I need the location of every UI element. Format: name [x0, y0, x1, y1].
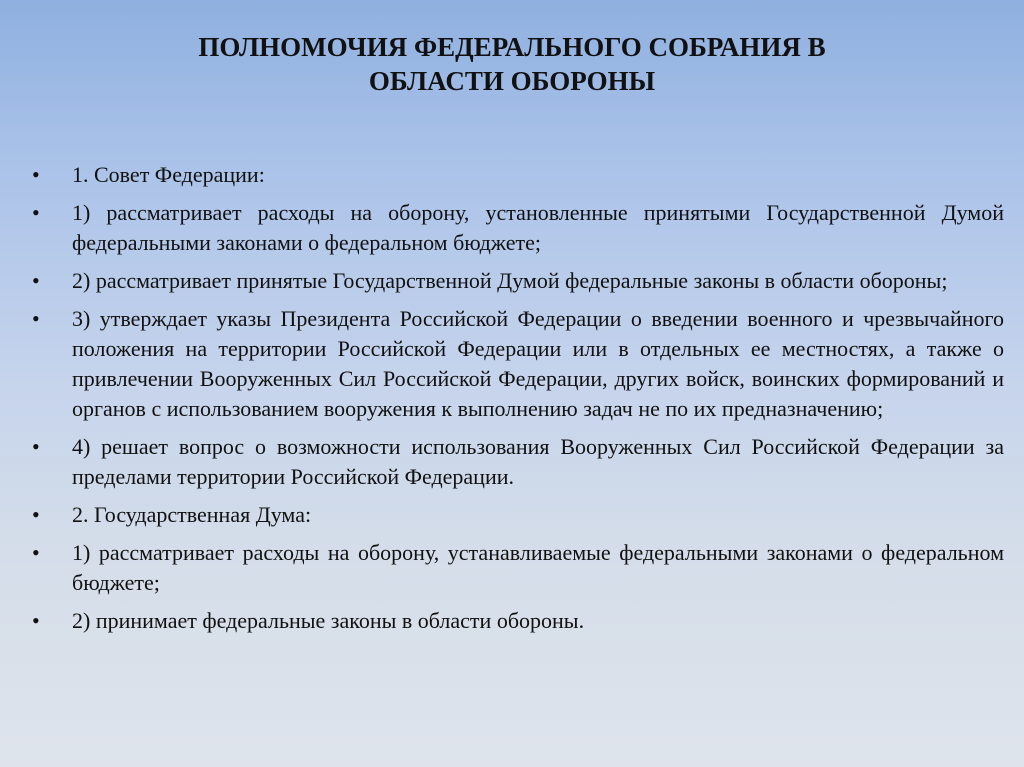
list-item [28, 198, 1004, 258]
list-item-text: 2. Государственная Дума: [72, 502, 312, 527]
bullet-icon: • [32, 200, 40, 225]
bullet-icon: • [32, 540, 40, 565]
bullet-icon: • [32, 502, 40, 527]
bullet-icon: • [32, 268, 40, 293]
list-item-text: 1) рассматривает расходы на оборону, устанавливаемые федеральными законами о федеральном бюджете; [72, 540, 1004, 595]
list-item-text: 1) рассматривает расходы на оборону, установленные принятыми Государственной Думой федеральными законами о федеральном бюджете; [72, 200, 1004, 255]
slide-title [60, 30, 964, 98]
bullet-icon: • [32, 434, 40, 459]
bullet-list [28, 160, 1004, 644]
list-item-text: 1. Совет Федерации: [72, 162, 265, 187]
list-item-text: 4) решает вопрос о возможности использования Вооруженных Сил Российской Федерации за пределами территории Российской Федерации. [72, 434, 1004, 489]
list-item [28, 304, 1004, 424]
list-item [28, 432, 1004, 492]
bullet-icon: • [32, 608, 40, 633]
list-item [28, 606, 1004, 636]
list-item-text: 2) рассматривает принятые Государственной Думой федеральные законы в области обороны; [72, 268, 948, 293]
bullet-icon: • [32, 162, 40, 187]
slide-title-line-2: ОБЛАСТИ ОБОРОНЫ [368, 66, 656, 96]
list-item [28, 160, 1004, 190]
list-item-text: 3) утверждает указы Президента Российской Федерации о введении военного и чрезвычайного положения на территории Российской Федерации или в отдельных ее местностях, а также о привлечении Вооруженных Сил Российской Федерации, других войск, воинских формирований и органов с использованием вооружения к выполнению задач не по их предназначению; [72, 306, 1004, 421]
bullet-icon: • [32, 306, 40, 331]
list-item [28, 266, 1004, 296]
list-item [28, 500, 1004, 530]
list-item [28, 538, 1004, 598]
list-item-text: 2) принимает федеральные законы в области обороны. [72, 608, 585, 633]
slide-title-line-1: ПОЛНОМОЧИЯ ФЕДЕРАЛЬНОГО СОБРАНИЯ В [198, 32, 826, 62]
